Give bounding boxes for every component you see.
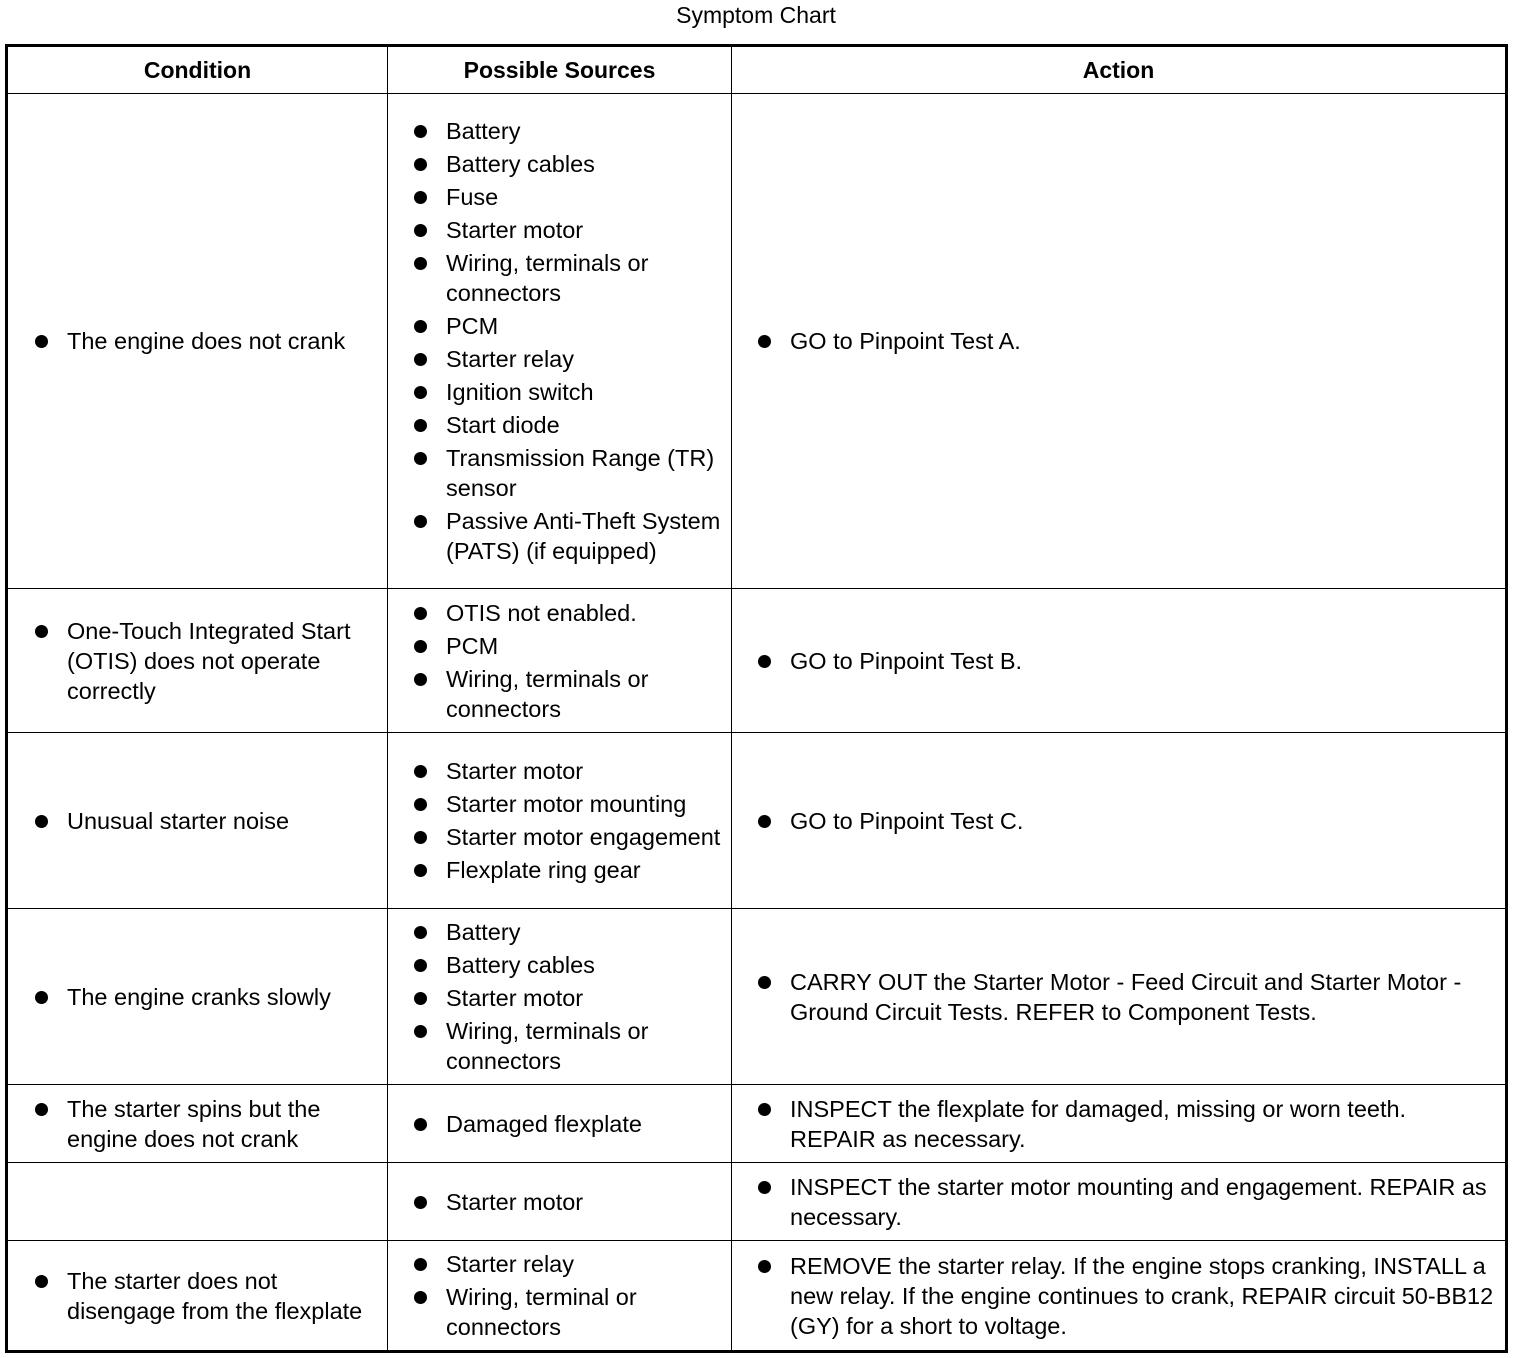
source-item: Transmission Range (TR) sensor [446,443,725,503]
source-item: Battery cables [446,149,725,179]
source-item: Starter motor [446,215,725,245]
sources-cell [388,94,732,589]
table-row [7,1241,1507,1352]
table-row [7,589,1507,733]
sources-cell [388,1085,732,1163]
action-text: INSPECT the flexplate for damaged, missing or worn teeth. REPAIR as necessary. [790,1094,1497,1154]
page-title: Symptom Chart [676,2,836,28]
condition-header: Condition [7,46,388,94]
action-text: GO to Pinpoint Test C. [790,806,1497,836]
condition-text: Unusual starter noise [67,806,381,836]
symptom-table [5,44,1508,1353]
sources-list [388,116,731,566]
action-cell [732,909,1507,1085]
condition-text: The starter does not disengage from the flexplate [67,1266,381,1326]
action-text: CARRY OUT the Starter Motor - Feed Circuit and Starter Motor - Ground Circuit Tests. REFER to Component Tests. [790,967,1497,1027]
source-item: Wiring, terminals or connectors [446,1016,725,1076]
condition-cell-empty [7,1163,388,1241]
source-item: OTIS not enabled. [446,598,725,628]
action-cell [732,589,1507,733]
table-row [7,94,1507,589]
table-row [7,1163,1507,1241]
source-item: Wiring, terminals or connectors [446,248,725,308]
sources-cell [388,909,732,1085]
action-header: Action [732,46,1507,94]
action-cell [732,1163,1507,1241]
sources-cell [388,1241,732,1352]
source-item: Flexplate ring gear [446,855,725,885]
condition-text: The starter spins but the engine does not crank [67,1094,381,1154]
source-item: PCM [446,631,725,661]
source-item: Starter motor [446,756,725,786]
action-text: REMOVE the starter relay. If the engine stops cranking, INSTALL a new relay. If the engine continues to crank, REPAIR circuit 50-BB12 (GY) for a short to voltage. [790,1251,1497,1341]
source-item: Fuse [446,182,725,212]
action-text: INSPECT the starter motor mounting and engagement. REPAIR as necessary. [790,1172,1497,1232]
condition-cell [7,733,388,909]
sources-list [388,1109,731,1139]
possible-sources-header: Possible Sources [388,46,732,94]
sources-cell [388,1163,732,1241]
source-item: Damaged flexplate [446,1109,725,1139]
source-item: Ignition switch [446,377,725,407]
source-item: Wiring, terminal or connectors [446,1282,725,1342]
sources-list [388,598,731,724]
source-item: Battery [446,917,725,947]
action-cell [732,733,1507,909]
condition-cell [7,94,388,589]
source-item: Starter motor mounting [446,789,725,819]
action-cell [732,1085,1507,1163]
table-row [7,909,1507,1085]
table-row [7,733,1507,909]
condition-cell [7,589,388,733]
action-cell [732,1241,1507,1352]
sources-list [388,1187,731,1217]
sources-list [388,756,731,885]
condition-text: One-Touch Integrated Start (OTIS) does not operate correctly [67,616,381,706]
source-item: Starter relay [446,1249,725,1279]
condition-cell [7,1241,388,1352]
table-row [7,1085,1507,1163]
sources-list [388,917,731,1076]
condition-text: The engine does not crank [67,326,381,356]
source-item: Start diode [446,410,725,440]
condition-cell [7,909,388,1085]
condition-text: The engine cranks slowly [67,982,381,1012]
source-item: Passive Anti-Theft System (PATS) (if equipped) [446,506,725,566]
source-item: Starter motor [446,983,725,1013]
source-item: Starter relay [446,344,725,374]
sources-cell [388,589,732,733]
source-item: Wiring, terminals or connectors [446,664,725,724]
action-text: GO to Pinpoint Test A. [790,326,1497,356]
source-item: Battery [446,116,725,146]
header-row [7,46,1507,94]
source-item: Starter motor engagement [446,822,725,852]
sources-cell [388,733,732,909]
action-cell [732,94,1507,589]
source-item: Battery cables [446,950,725,980]
action-text: GO to Pinpoint Test B. [790,646,1497,676]
sources-list [388,1249,731,1342]
source-item: PCM [446,311,725,341]
source-item: Starter motor [446,1187,725,1217]
condition-cell [7,1085,388,1163]
